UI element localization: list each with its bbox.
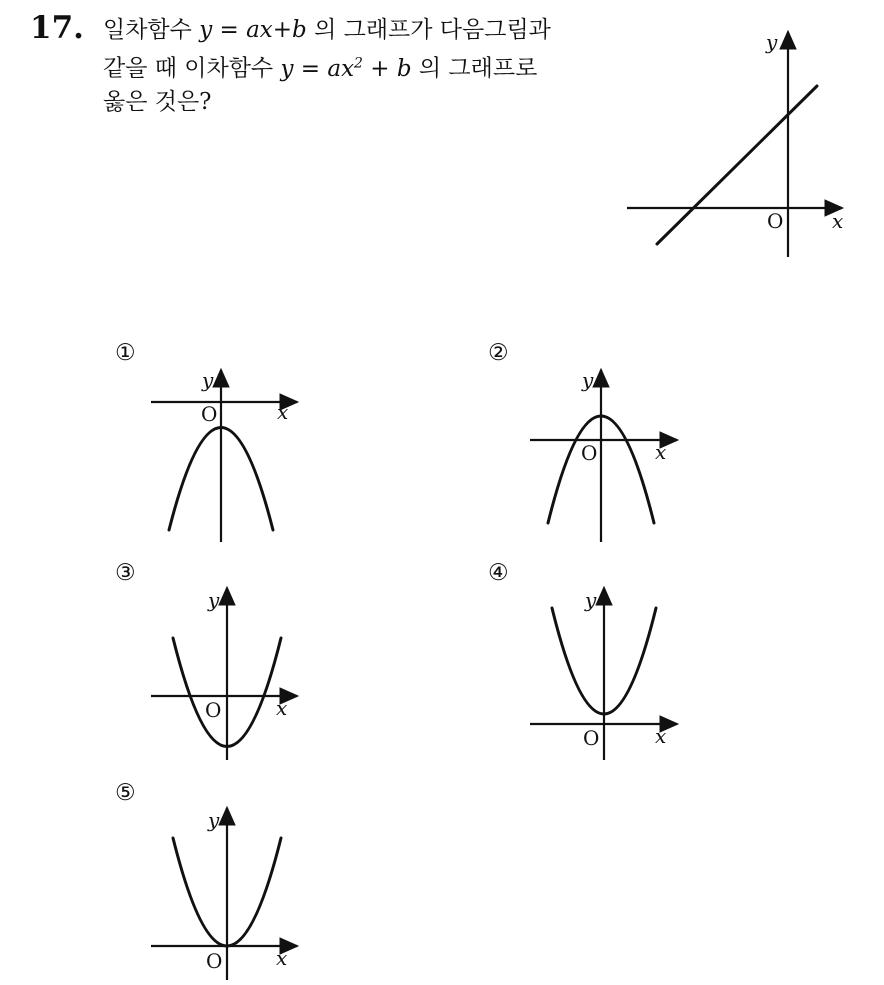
y-axis-label: y: [585, 588, 597, 612]
question-line-1: [103, 14, 623, 47]
question-text: [103, 14, 623, 119]
choice-1-graph[interactable]: [145, 365, 310, 545]
x-axis-label: x: [832, 209, 844, 233]
question-text-part: 의 그래프로: [411, 55, 538, 82]
x-axis-label: x: [276, 946, 288, 970]
origin-label: O: [205, 698, 222, 722]
origin-label: O: [201, 402, 218, 426]
question-line-3: 옳은 것은?: [103, 88, 212, 115]
choice-5-graph[interactable]: [145, 803, 310, 983]
choice-2-graph[interactable]: [525, 365, 690, 545]
origin-label: O: [206, 949, 223, 973]
linear-function-expression: y = ax+b: [199, 17, 307, 43]
origin-label: O: [581, 441, 598, 465]
x-axis-label: x: [276, 696, 288, 720]
x-axis-label: x: [277, 400, 289, 424]
choice-3-graph[interactable]: [145, 583, 310, 763]
origin-label: O: [767, 209, 784, 233]
question-text-part: 같을 때 이차함수: [103, 55, 281, 82]
y-axis-label: y: [202, 368, 214, 392]
question-text-part: 의 그래프가 다음그림과: [306, 17, 551, 43]
x-axis-label: x: [655, 440, 667, 464]
given-linear-graph: [620, 25, 850, 265]
question-text-part: 일차함수: [103, 17, 200, 43]
quadratic-expr-exponent: 2: [354, 55, 363, 71]
quadratic-function-expression: [280, 56, 411, 82]
question-number: 17.: [30, 10, 84, 46]
choice-5-marker[interactable]: ⑤: [115, 780, 136, 806]
y-axis-label: y: [582, 368, 594, 392]
x-axis-label: x: [655, 724, 667, 748]
question-line-2: [103, 47, 623, 86]
choice-1-marker[interactable]: ①: [115, 340, 136, 366]
y-axis-label: y: [208, 808, 220, 832]
linear-function-line: [657, 86, 817, 244]
quadratic-expr-tail: + b: [362, 55, 412, 82]
choice-4-marker[interactable]: ④: [488, 560, 509, 586]
choice-2-marker[interactable]: ②: [488, 340, 509, 366]
y-axis-label: y: [208, 588, 220, 612]
quadratic-expr-base: y = ax: [280, 55, 355, 82]
choice-4-graph[interactable]: [525, 583, 690, 763]
choice-3-marker[interactable]: ③: [115, 560, 136, 586]
y-axis-label: y: [766, 30, 778, 54]
origin-label: O: [583, 726, 600, 750]
